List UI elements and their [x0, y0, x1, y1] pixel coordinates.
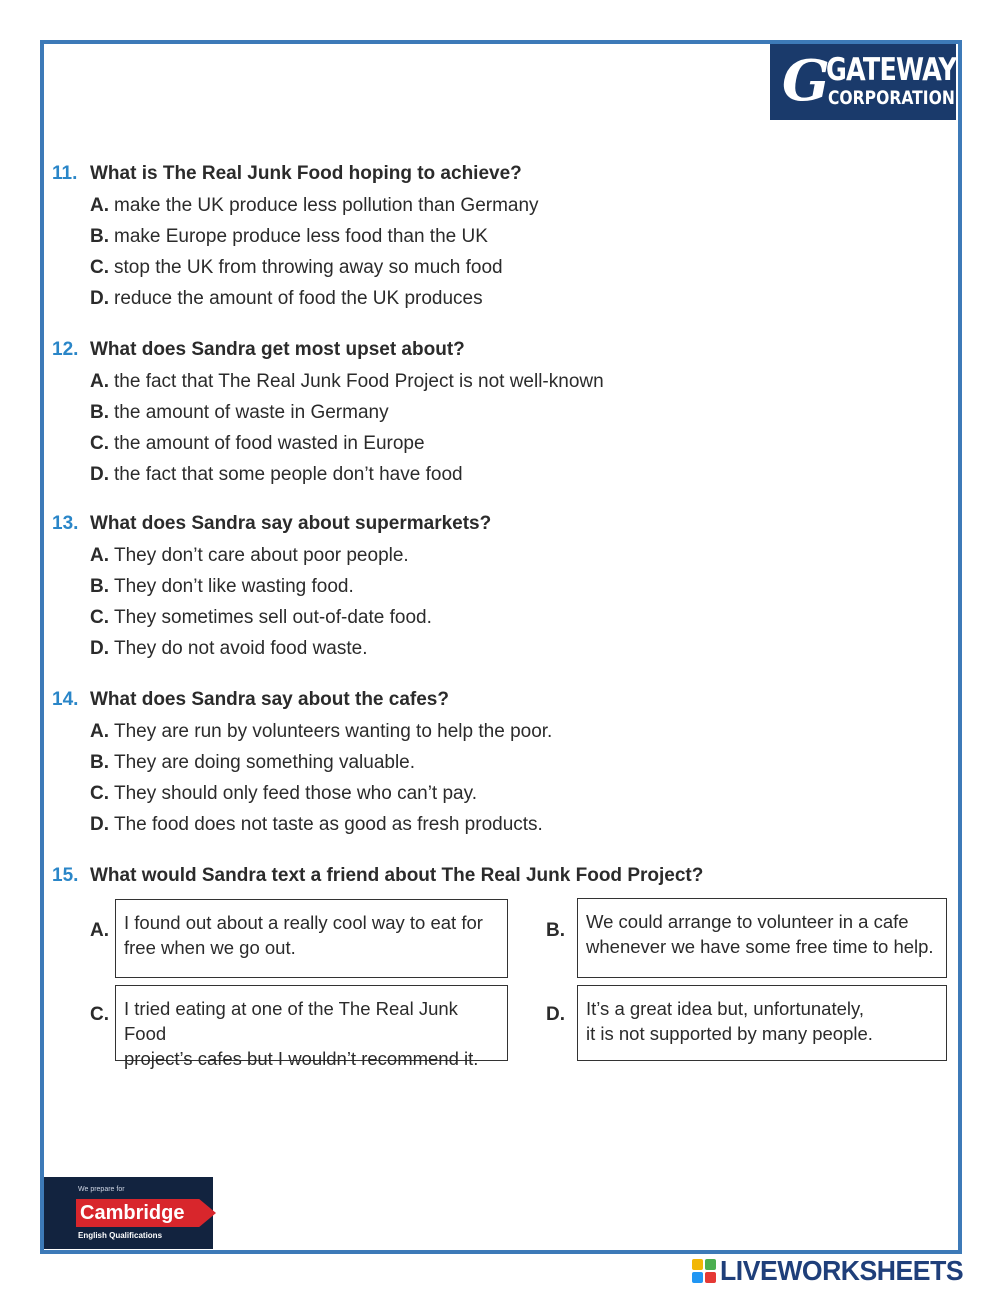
question-heading: [52, 860, 942, 892]
option-b[interactable]: B. They don’t like wasting food.: [90, 576, 354, 597]
question-heading: [52, 158, 942, 190]
question-number: 14.: [52, 689, 79, 710]
cambridge-logo: [44, 1177, 213, 1249]
box-label-c: C.: [90, 1004, 109, 1025]
answer-box-a[interactable]: I found out about a really cool way to eat for free when we go out.: [115, 899, 508, 978]
question-heading: [52, 334, 942, 366]
question-13: [52, 508, 942, 664]
logo-line1: GATEWAY: [826, 52, 957, 88]
option-d[interactable]: D. the fact that some people don’t have food: [90, 464, 463, 485]
question-12: [52, 334, 942, 490]
liveworksheets-icon: [692, 1259, 716, 1283]
question-14: [52, 684, 942, 840]
cambridge-small-text: We prepare for: [78, 1186, 125, 1193]
cambridge-name: Cambridge: [80, 1202, 185, 1224]
question-number: 15.: [52, 865, 79, 886]
option-b[interactable]: B. the amount of waste in Germany: [90, 402, 389, 423]
question-text: What does Sandra say about supermarkets?: [90, 513, 492, 534]
option-c[interactable]: C. the amount of food wasted in Europe: [90, 433, 425, 454]
cambridge-sub: English Qualifications: [78, 1231, 163, 1240]
liveworksheets-text: LIVEWORKSHEETS: [720, 1255, 964, 1286]
option-c[interactable]: C. stop the UK from throwing away so much food: [90, 257, 503, 278]
option-d[interactable]: D. reduce the amount of food the UK produces: [90, 288, 483, 309]
question-text: What would Sandra text a friend about The Real Junk Food Project?: [90, 865, 704, 886]
box-label-a: A.: [90, 920, 109, 941]
option-a[interactable]: A. They are run by volunteers wanting to help the poor.: [90, 721, 553, 742]
box-label-b: B.: [546, 920, 565, 941]
answer-box-d[interactable]: It’s a great idea but, unfortunately, it is not supported by many people.: [577, 985, 947, 1061]
liveworksheets-brand[interactable]: [692, 1256, 976, 1286]
box-label-d: D.: [546, 1004, 565, 1025]
gateway-logo: [770, 44, 956, 120]
option-a[interactable]: A. They don’t care about poor people.: [90, 545, 409, 566]
option-b[interactable]: B. They are doing something valuable.: [90, 752, 416, 773]
question-text: What does Sandra get most upset about?: [90, 339, 465, 360]
option-a[interactable]: A. make the UK produce less pollution than Germany: [90, 195, 539, 216]
option-c[interactable]: C. They sometimes sell out-of-date food.: [90, 607, 432, 628]
question-text: What is The Real Junk Food hoping to achieve?: [90, 163, 522, 184]
gateway-mark-icon: G: [782, 48, 830, 114]
question-heading: [52, 684, 942, 716]
question-number: 12.: [52, 339, 79, 360]
option-b[interactable]: B. make Europe produce less food than the UK: [90, 226, 488, 247]
answer-box-c[interactable]: I tried eating at one of the The Real Junk Food project’s cafes but I wouldn’t recommend it.: [115, 985, 508, 1061]
option-c[interactable]: C. They should only feed those who can’t pay.: [90, 783, 477, 804]
question-15: [52, 860, 942, 892]
question-number: 11.: [52, 163, 78, 184]
answer-box-b[interactable]: We could arrange to volunteer in a cafe whenever we have some free time to help.: [577, 898, 947, 978]
question-11: [52, 158, 942, 314]
option-d[interactable]: D. The food does not taste as good as fresh products.: [90, 814, 543, 835]
option-a[interactable]: A. the fact that The Real Junk Food Project is not well-known: [90, 371, 604, 392]
option-d[interactable]: D. They do not avoid food waste.: [90, 638, 368, 659]
logo-line2: CORPORATION: [828, 87, 955, 109]
question-heading: [52, 508, 942, 540]
question-text: What does Sandra say about the cafes?: [90, 689, 449, 710]
question-number: 13.: [52, 513, 79, 534]
